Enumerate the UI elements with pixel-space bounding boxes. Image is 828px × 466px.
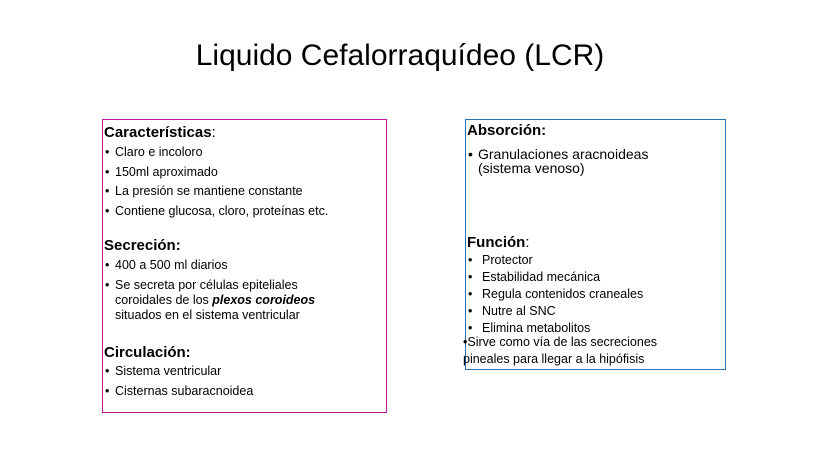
- funcion-heading: [467, 234, 530, 251]
- list-item: • 150ml aproximado: [103, 163, 328, 183]
- absorcion-item-line: • Granulaciones aracnoideas: [478, 146, 649, 162]
- caracteristicas-heading: [104, 124, 216, 141]
- circulacion-heading: Circulación:: [104, 344, 191, 361]
- secrecion-item-line: situados en el sistema ventricular: [115, 307, 300, 322]
- list-item: [466, 147, 648, 175]
- secrecion-heading: Secreción:: [104, 237, 181, 254]
- absorcion-heading: Absorción:: [467, 122, 547, 139]
- funcion-heading-text: Función: [467, 234, 526, 251]
- list-item: • Contiene glucosa, cloro, proteínas etc.: [103, 202, 328, 222]
- circulacion-list: [103, 362, 253, 401]
- absorcion-list: [466, 147, 648, 175]
- list-item: • Claro e incoloro: [103, 143, 328, 163]
- list-item: • La presión se mantiene constante: [103, 182, 328, 202]
- caracteristicas-list: [103, 143, 328, 221]
- list-item: [103, 276, 315, 326]
- absorcion-item-line: (sistema venoso): [478, 160, 585, 176]
- funcion-extra-item: [463, 334, 657, 368]
- plexos-coroideos-emphasis: plexos coroideos: [212, 292, 316, 307]
- list-item: • 400 a 500 ml diarios: [103, 256, 315, 276]
- secrecion-item-line: • Se secreta por células epiteliales: [115, 277, 298, 292]
- list-item: • Nutre al SNC: [466, 303, 643, 320]
- list-item: • Sistema ventricular: [103, 362, 253, 382]
- caracteristicas-heading-text: Características: [104, 124, 212, 141]
- funcion-list: [466, 252, 643, 337]
- list-item: • Regula contenidos craneales: [466, 286, 643, 303]
- list-item: • Estabilidad mecánica: [466, 269, 643, 286]
- slide-title: Liquido Cefalorraquídeo (LCR): [195, 39, 605, 72]
- list-item: • Elimina metabolitos: [466, 320, 643, 337]
- caracteristicas-heading-colon: :: [211, 124, 216, 141]
- secrecion-item-line: [115, 293, 315, 308]
- secrecion-list: [103, 256, 315, 326]
- secrecion-item-text: coroidales de los: [115, 292, 213, 307]
- funcion-extra-line: pineales para llegar a la hipófisis: [463, 352, 645, 366]
- left-content-box: [102, 119, 387, 413]
- funcion-heading-colon: :: [525, 234, 530, 251]
- list-item: • Cisternas subaracnoidea: [103, 382, 253, 402]
- right-content-box: [465, 119, 726, 370]
- list-item: • Protector: [466, 252, 643, 269]
- funcion-extra-line: •Sirve como vía de las secreciones: [463, 335, 658, 349]
